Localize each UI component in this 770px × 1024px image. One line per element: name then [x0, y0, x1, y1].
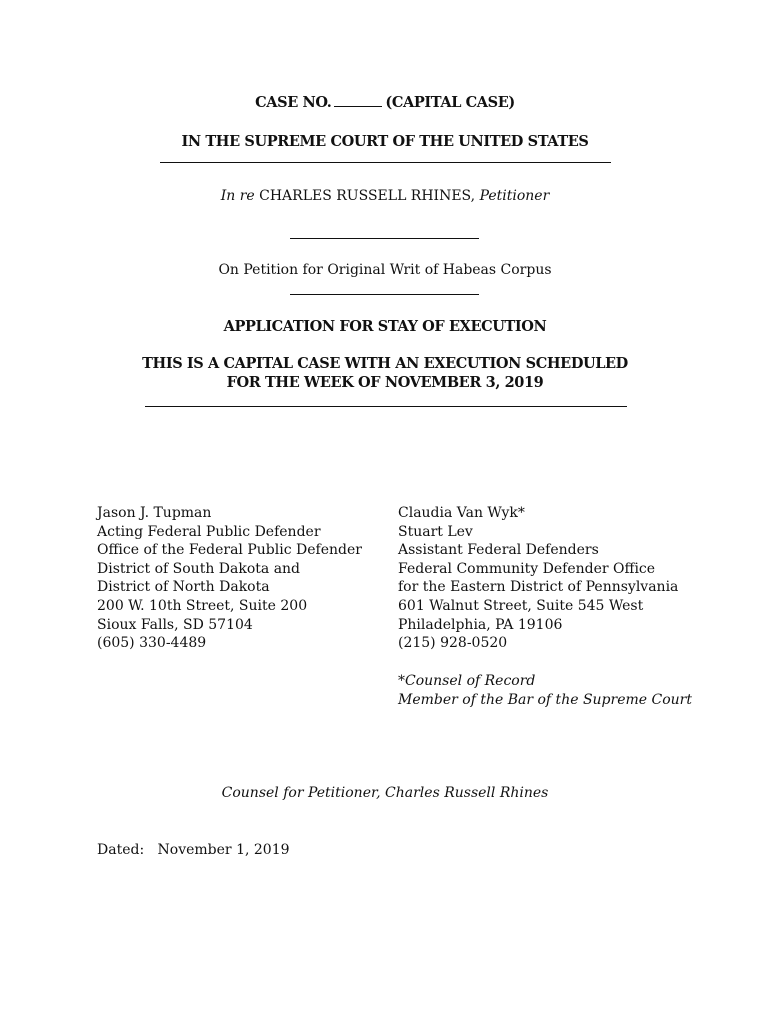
counsel-left-line: District of South Dakota and	[97, 560, 301, 577]
counsel-notes	[398, 672, 692, 709]
header-rule	[160, 162, 611, 163]
counsel-left-line: Office of the Federal Public Defender	[97, 542, 362, 559]
in-re-label: In re	[220, 188, 255, 204]
petitioner-name: CHARLES RUSSELL RHINES,	[259, 188, 476, 204]
caption-rule-bottom	[290, 294, 479, 295]
counsel-right-line: Claudia Van Wyk*	[398, 505, 525, 521]
counsel-left-line: Jason J. Tupman	[97, 505, 212, 521]
court-name: IN THE SUPREME COURT OF THE UNITED STATES	[181, 133, 589, 150]
counsel-right-line: Stuart Lev	[398, 523, 473, 540]
counsel-right-line: 601 Walnut Street, Suite 545 West	[398, 597, 644, 614]
capital-notice-line2: FOR THE WEEK OF NOVEMBER 3, 2019	[226, 374, 544, 391]
counsel-left-line: District of North Dakota	[97, 579, 270, 596]
dated-line	[97, 841, 290, 860]
capital-notice-line1: THIS IS A CAPITAL CASE WITH AN EXECUTION SCHEDULED	[142, 355, 628, 372]
counsel-right-block	[398, 504, 678, 653]
case-caption	[0, 188, 770, 204]
case-number	[0, 94, 770, 111]
counsel-left-line: (605) 330-4489	[97, 635, 207, 652]
counsel-left-line: 200 W. 10th Street, Suite 200	[97, 597, 308, 614]
counsel-left-line: Acting Federal Public Defender	[97, 523, 321, 540]
title-rule	[145, 406, 627, 407]
capital-case-label: (CAPITAL CASE)	[385, 94, 515, 111]
counsel-right-line: (215) 928-0520	[398, 635, 508, 652]
counsel-of-record-note: *Counsel of Record	[398, 673, 536, 689]
bar-membership-note: Member of the Bar of the Supreme Court	[398, 691, 692, 708]
counsel-right-line: Federal Community Defender Office	[398, 560, 656, 577]
counsel-right-line: Assistant Federal Defenders	[398, 542, 599, 559]
dated-label: Dated:	[97, 842, 145, 858]
case-number-label: CASE NO.	[255, 94, 332, 111]
caption-rule-top	[290, 238, 479, 239]
case-number-blank	[334, 105, 382, 107]
counsel-right-line: Philadelphia, PA 19106	[398, 616, 563, 633]
petition-description: On Petition for Original Writ of Habeas Corpus	[218, 262, 552, 278]
application-title: APPLICATION FOR STAY OF EXECUTION	[223, 318, 547, 335]
counsel-for-petitioner: Counsel for Petitioner, Charles Russell Rhines	[221, 785, 549, 801]
dated-value: November 1, 2019	[157, 842, 290, 858]
petitioner-role: Petitioner	[479, 188, 550, 204]
counsel-right-line: for the Eastern District of Pennsylvania	[398, 579, 679, 596]
counsel-left-line: Sioux Falls, SD 57104	[97, 616, 253, 633]
counsel-left-block	[97, 504, 362, 653]
